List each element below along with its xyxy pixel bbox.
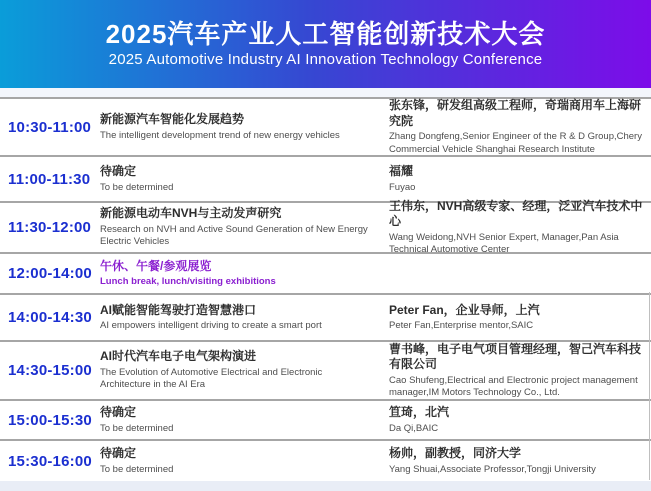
session-speaker-en: Da Qi,BAIC	[389, 422, 439, 434]
session-topic-en: AI empowers intelligent driving to create a smart port	[100, 320, 322, 332]
schedule-row	[0, 198, 651, 256]
session-speaker-en: Wang Weidong,NVH Senior Expert, Manager,Pan Asia Technical Automotive Center	[389, 231, 619, 256]
session-time: 14:30-15:00	[8, 362, 92, 379]
session-topic	[100, 164, 389, 194]
session-speaker	[389, 164, 651, 194]
session-speaker-zh: 福耀	[389, 164, 414, 179]
session-speaker	[389, 446, 651, 476]
session-speaker-en: Zhang Dongfeng,Senior Engineer of the R & D Group,Chery Commercial Vehicle Shanghai Research Institute	[389, 131, 642, 155]
session-topic-zh: AI赋能智能驾驶打造智慧港口	[100, 302, 257, 317]
session-topic-en: To be determined	[100, 422, 174, 434]
session-speaker-zh: 曹书峰，电子电气项目管理经理，智己汽车科技有限公司	[389, 341, 642, 372]
session-speaker	[389, 98, 651, 156]
schedule-row	[0, 252, 651, 293]
session-speaker-zh: 王伟东，NVH高级专家、经理，泛亚汽车技术中心	[389, 198, 643, 229]
session-time: 11:30-12:00	[8, 219, 92, 236]
session-topic-en: The Evolution of Automotive Electrical and Electronic Architecture in the AI Era	[100, 366, 323, 391]
top-spacer-band	[0, 88, 651, 97]
session-speaker-zh: 笪琦，北汽	[389, 405, 450, 420]
session-topic	[100, 303, 389, 333]
session-time: 14:00-14:30	[8, 309, 92, 326]
session-speaker	[389, 405, 651, 435]
session-time: 15:00-15:30	[8, 411, 92, 429]
schedule-row	[0, 97, 651, 155]
schedule-table	[0, 97, 651, 481]
session-topic-zh: 待确定	[100, 405, 137, 420]
session-topic-zh: 待确定	[100, 164, 137, 179]
session-time: 11:00-11:30	[8, 170, 91, 188]
session-speaker-zh: 杨帅，副教授，同济大学	[389, 446, 522, 461]
session-topic-zh: 新能源电动车NVH与主动发声研究	[100, 206, 282, 221]
conference-title-zh: 2025汽车产业人工智能创新技术大会	[105, 18, 546, 49]
session-speaker	[389, 342, 651, 400]
session-speaker-en: Cao Shufeng,Electrical and Electronic project management manager,IM Motors Technology Co., Ltd.	[389, 374, 638, 399]
session-speaker	[389, 199, 651, 257]
session-topic-en: To be determined	[100, 181, 174, 193]
session-speaker-en: Yang Shuai,Associate Professor,Tongji University	[389, 463, 596, 475]
session-topic	[100, 206, 389, 248]
session-topic	[100, 446, 389, 476]
schedule-row	[0, 293, 651, 340]
bottom-spacer-band	[0, 481, 651, 491]
conference-header-banner	[0, 0, 651, 88]
session-speaker-en: Peter Fan,Enterprise mentor,SAIC	[389, 320, 534, 332]
session-time: 12:00-14:00	[8, 265, 92, 282]
conference-title-en: 2025 Automotive Industry AI Innovation Technology Conference	[108, 51, 543, 69]
session-topic	[100, 349, 389, 391]
session-topic	[100, 405, 389, 435]
session-topic-en: Lunch break, lunch/visiting exhibitions	[100, 276, 276, 288]
session-topic-zh: 待确定	[100, 446, 137, 461]
session-topic-en: To be determined	[100, 463, 174, 475]
schedule-row	[0, 155, 651, 201]
session-topic-zh: 新能源汽车智能化发展趋势	[100, 112, 245, 127]
session-speaker-zh: 张东锋，研发组高级工程师，奇瑞商用车上海研究院	[389, 98, 642, 128]
schedule-row	[0, 399, 651, 439]
session-topic	[100, 259, 389, 289]
session-topic	[100, 112, 389, 142]
session-topic-en: The intelligent development trend of new energy vehicles	[100, 129, 340, 141]
schedule-row	[0, 340, 651, 399]
session-speaker-en: Fuyao	[389, 181, 416, 193]
session-speaker	[389, 303, 651, 333]
session-time: 15:30-16:00	[8, 452, 92, 470]
session-speaker-zh: Peter Fan，企业导师，上汽	[389, 302, 540, 317]
session-topic-zh: 午休、午餐/参观展览	[100, 258, 212, 273]
session-topic-en: Research on NVH and Active Sound Generation of New Energy Electric Vehicles	[100, 223, 368, 248]
session-time: 10:30-11:00	[8, 118, 92, 136]
session-topic-zh: AI时代汽车电子电气架构演进	[100, 349, 257, 364]
schedule-row	[0, 439, 651, 481]
table-right-border	[649, 292, 650, 480]
